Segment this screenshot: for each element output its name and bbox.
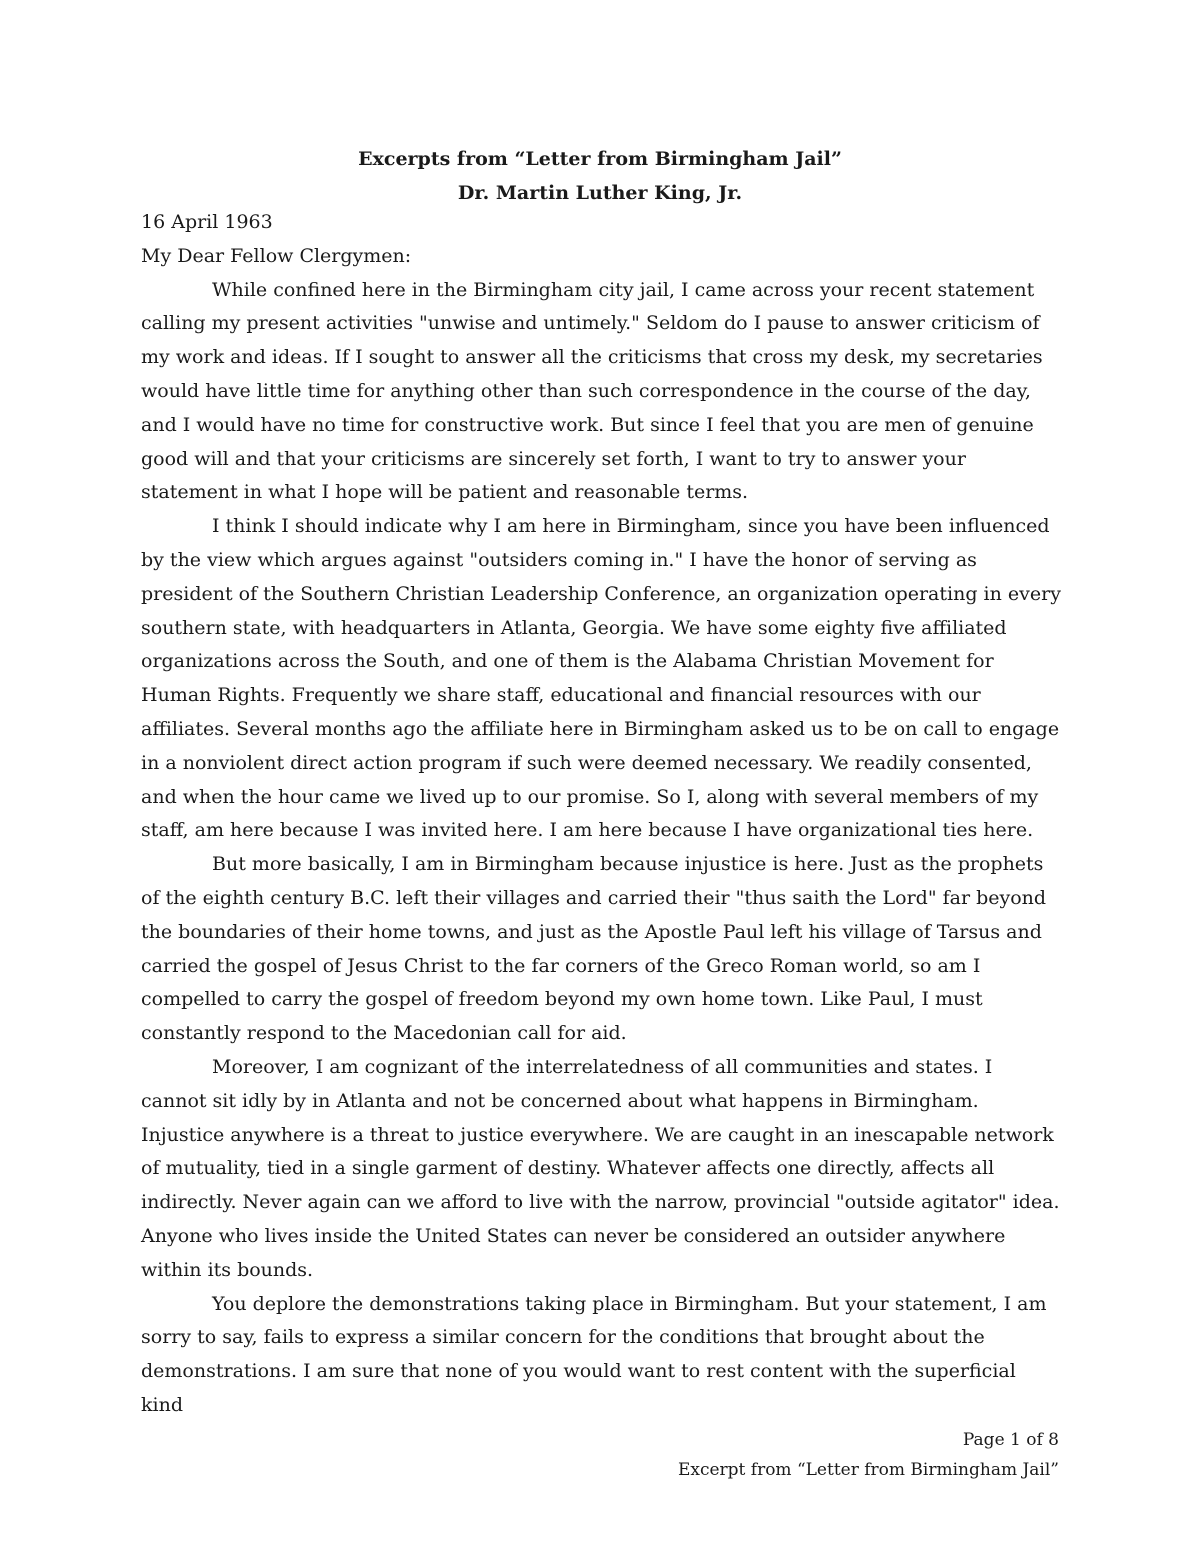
paragraph: I think I should indicate why I am here in Birmingham, since you have been influenced by the view which argues against "outsiders coming in." I have the honor of serving as president of the Southern Christian Leadership Conference, an organization operating in every southern state, with headquarters in Atlanta, Georgia. We have some eighty five affiliated organizations across the South, and one of them is the Alabama Christian Movement for Human Rights. Frequently we share staff, educational and financial resources with our affiliates. Several months ago the affiliate here in Birmingham asked us to be on call to engage in a nonviolent direct action program if such were deemed necessary. We readily consented, and when the hour came we lived up to our promise. So I, along with several members of my staff, am here because I was invited here. I am here because I have organizational ties here.	[141, 515, 1061, 842]
paragraph: But more basically, I am in Birmingham because injustice is here. Just as the prophets of the eighth century B.C. left their villages and carried their "thus saith the Lord" far beyond the boundaries of their home towns, and just as the Apostle Paul left his village of Tarsus and carried the gospel of Jesus Christ to the far corners of the Greco Roman world, so am I compelled to carry the gospel of freedom beyond my own home town. Like Paul, I must constantly respond to the Macedonian call for aid.	[141, 853, 1047, 1045]
page-footer	[678, 1425, 1059, 1485]
paragraph: Moreover, I am cognizant of the interrelatedness of all communities and states. I cannot sit idly by in Atlanta and not be concerned about what happens in Birmingham. Injustice anywhere is a threat to justice everywhere. We are caught in an inescapable network of mutuality, tied in a single garment of destiny. Whatever affects one directly, affects all indirectly. Never again can we afford to live with the narrow, provincial "outside agitator" idea. Anyone who lives inside the United States can never be considered an outsider anywhere within its bounds.	[141, 1055, 1060, 1281]
letter-salutation: My Dear Fellow Clergymen:	[141, 244, 412, 267]
paragraph: While confined here in the Birmingham city jail, I came across your recent statement calling my present activities "unwise and untimely." Seldom do I pause to answer criticism of my work and ideas. If I sought to answer all the criticisms that cross my desk, my secretaries would have little time for anything other than such correspondence in the course of the day, and I would have no time for constructive work. But since I feel that you are men of genuine good will and that your criticisms are sincerely set forth, I want to try to answer your statement in what I hope will be patient and reasonable terms.	[141, 278, 1043, 504]
document-title: Excerpts from “Letter from Birmingham Jail”	[358, 148, 842, 170]
document-author: Dr. Martin Luther King, Jr.	[457, 182, 743, 204]
document-header	[0, 142, 1200, 210]
document-body	[141, 206, 1061, 1423]
page-number: Page 1 of 8	[962, 1430, 1059, 1450]
paragraph: You deplore the demonstrations taking place in Birmingham. But your statement, I am sorry to say, fails to express a similar concern for the conditions that brought about the demonstrations. I am sure that none of you would want to rest content with the superficial kind	[141, 1292, 1047, 1416]
letter-date: 16 April 1963	[141, 211, 273, 233]
running-title: Excerpt from “Letter from Birmingham Jail”	[677, 1460, 1059, 1480]
